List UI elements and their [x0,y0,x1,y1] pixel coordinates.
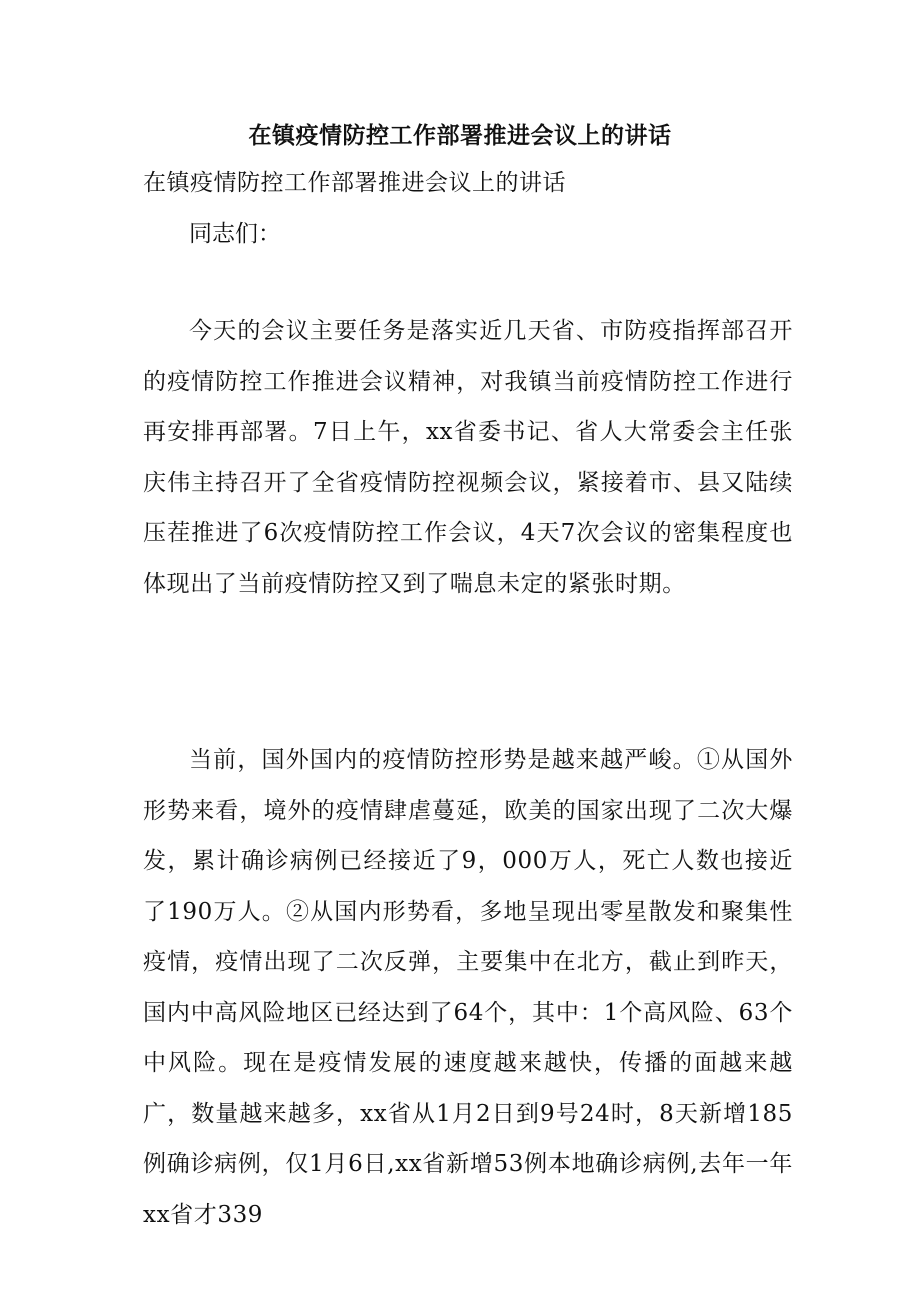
paragraph-meeting-task: 今天的会议主要任务是落实近几天省、市防疫指挥部召开的疫情防控工作推进会议精神，对我镇当前疫情防控工作进行再安排再部署。7日上午，xx省委书记、省人大常委会主任张庆伟主持召开了全省疫情防控视频会议，紧接着市、县又陆续压茬推进了6次疫情防控工作会议，4天7次会议的密集程度也体现出了当前疫情防控又到了喘息未定的紧张时期。 [143,318,793,597]
document-title: 在镇疫情防控工作部署推进会议上的讲话 [248,122,672,149]
paragraph-epidemic-situation: 当前，国外国内的疫情防控形势是越来越严峻。①从国外形势来看，境外的疫情肆虐蔓延，欧美的国家出现了二次大爆发，累计确诊病例已经接近了9，000万人，死亡人数也接近了190万人。②从国内形势看，多地呈现出零星散发和聚集性疫情，疫情出现了二次反弹，主要集中在北方，截止到昨天，国内中高风险地区已经达到了64个，其中：1个高风险、63个中风险。现在是疫情发展的速度越来越快，传播的面越来越广，数量越来越多，xx省从1月2日到9号24时，8天新增185例确诊病例，仅1月6日,xx省新增53例本地确诊病例,去年一年xx省才339 [143,747,793,1228]
greeting: 同志们： [189,221,281,247]
document-subtitle: 在镇疫情防控工作部署推进会议上的讲话 [143,170,566,196]
